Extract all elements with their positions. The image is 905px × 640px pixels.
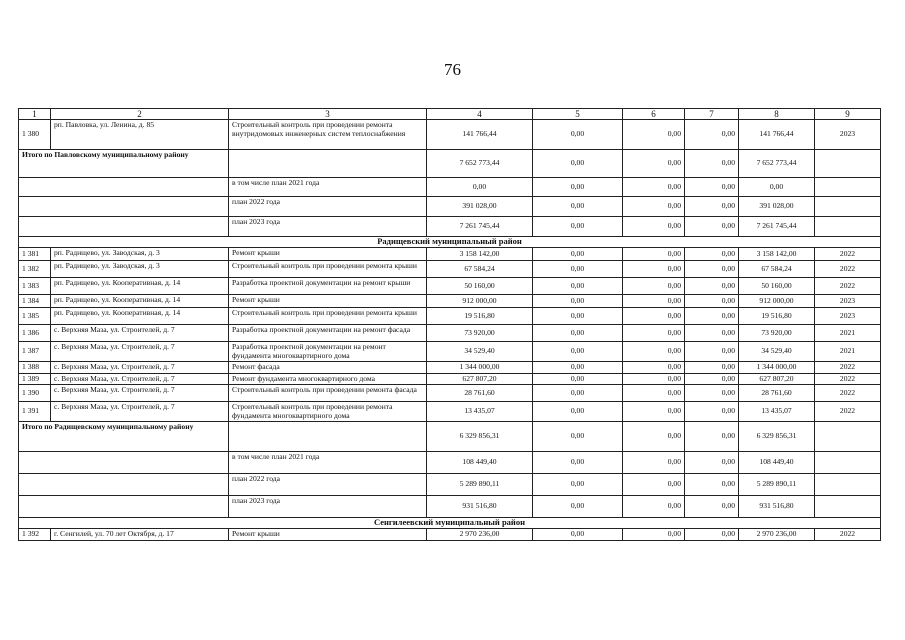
value-cell: 0,00	[623, 295, 685, 308]
address-cell: рп. Радищево, ул. Заводская, д. 3	[51, 261, 229, 278]
value-cell: 7 652 773,44	[427, 150, 533, 178]
table-row	[19, 295, 881, 308]
year-cell: 2022	[815, 362, 881, 374]
table-row	[19, 385, 881, 402]
value-cell: 0,00	[623, 120, 685, 150]
row-number: 1 390	[19, 385, 51, 402]
row-number: 1 380	[19, 120, 51, 150]
work-type-cell: Строительный контроль при проведении ремонта крыши	[229, 261, 427, 278]
table-row	[19, 362, 881, 374]
value-cell: 141 766,44	[427, 120, 533, 150]
header-row	[19, 109, 881, 120]
table-row	[19, 261, 881, 278]
year-cell: 2023	[815, 120, 881, 150]
empty-cell	[815, 474, 881, 496]
header-cell: 9	[815, 109, 881, 120]
value-cell: 34 529,40	[739, 342, 815, 362]
row-number: 1 381	[19, 248, 51, 261]
value-cell: 1 344 000,00	[739, 362, 815, 374]
empty-cell	[815, 452, 881, 474]
value-cell: 0,00	[623, 496, 685, 518]
value-cell: 2 970 236,00	[427, 529, 533, 541]
year-cell: 2021	[815, 325, 881, 342]
value-cell: 5 289 890,11	[427, 474, 533, 496]
row-number: 1 388	[19, 362, 51, 374]
value-cell: 5 289 890,11	[739, 474, 815, 496]
value-cell: 0,00	[533, 217, 623, 237]
value-cell: 0,00	[533, 150, 623, 178]
value-cell: 0,00	[533, 362, 623, 374]
value-cell: 0,00	[533, 342, 623, 362]
value-cell: 13 435,07	[739, 402, 815, 422]
value-cell: 0,00	[685, 325, 739, 342]
row-number: 1 391	[19, 402, 51, 422]
value-cell: 0,00	[685, 402, 739, 422]
value-cell: 50 160,00	[427, 278, 533, 295]
value-cell: 108 449,40	[739, 452, 815, 474]
section-title: Радищевский муниципальный район	[19, 237, 881, 248]
value-cell: 0,00	[685, 150, 739, 178]
value-cell: 0,00	[623, 422, 685, 452]
radish-rows	[19, 248, 881, 422]
value-cell: 0,00	[685, 373, 739, 385]
value-cell: 0,00	[533, 120, 623, 150]
work-type-cell: Строительный контроль при проведении ремонта крыши	[229, 308, 427, 325]
table-row	[19, 120, 881, 150]
value-cell: 34 529,40	[427, 342, 533, 362]
value-cell: 73 920,00	[739, 325, 815, 342]
value-cell: 0,00	[623, 217, 685, 237]
total-row	[19, 150, 881, 178]
empty-cell	[229, 422, 427, 452]
value-cell: 0,00	[533, 452, 623, 474]
value-cell: 912 000,00	[739, 295, 815, 308]
value-cell: 0,00	[533, 402, 623, 422]
address-cell: с. Верхняя Маза, ул. Строителей, д. 7	[51, 362, 229, 374]
work-type-cell: Ремонт крыши	[229, 248, 427, 261]
year-cell: 2022	[815, 373, 881, 385]
empty-cell	[815, 197, 881, 217]
value-cell: 0,00	[533, 422, 623, 452]
value-cell: 0,00	[685, 217, 739, 237]
value-cell: 0,00	[533, 248, 623, 261]
address-cell: рп. Павловка, ул. Ленина, д. 85	[51, 120, 229, 150]
address-cell: с. Верхняя Маза, ул. Строителей, д. 7	[51, 373, 229, 385]
work-type-cell: Строительный контроль при проведении ремонта внутридомовых инженерных систем теплоснабжения	[229, 120, 427, 150]
value-cell: 19 516,80	[427, 308, 533, 325]
value-cell: 912 000,00	[427, 295, 533, 308]
value-cell: 3 158 142,00	[739, 248, 815, 261]
address-cell: с. Верхняя Маза, ул. Строителей, д. 7	[51, 325, 229, 342]
plan-label: план 2023 года	[229, 496, 427, 518]
work-type-cell: Ремонт крыши	[229, 295, 427, 308]
work-type-cell: Ремонт фасада	[229, 362, 427, 374]
work-type-cell: Разработка проектной документации на ремонт фасада	[229, 325, 427, 342]
empty-cell	[19, 178, 229, 197]
address-cell: рп. Радищево, ул. Кооперативная, д. 14	[51, 308, 229, 325]
value-cell: 0,00	[623, 261, 685, 278]
header-cell: 8	[739, 109, 815, 120]
empty-cell	[19, 217, 229, 237]
plan-row	[19, 452, 881, 474]
value-cell: 0,00	[685, 248, 739, 261]
plan-row	[19, 496, 881, 518]
value-cell: 6 329 856,31	[427, 422, 533, 452]
value-cell: 0,00	[685, 452, 739, 474]
value-cell: 0,00	[623, 402, 685, 422]
year-cell: 2022	[815, 402, 881, 422]
value-cell: 0,00	[623, 529, 685, 541]
plan-row	[19, 474, 881, 496]
address-cell: с. Верхняя Маза, ул. Строителей, д. 7	[51, 402, 229, 422]
row-number: 1 384	[19, 295, 51, 308]
value-cell: 0,00	[623, 278, 685, 295]
value-cell: 0,00	[623, 362, 685, 374]
value-cell: 0,00	[685, 422, 739, 452]
work-type-cell: Ремонт крыши	[229, 529, 427, 541]
header-cell: 5	[533, 109, 623, 120]
address-cell: г. Сенгилей, ул. 70 лет Октября, д. 17	[51, 529, 229, 541]
value-cell: 0,00	[623, 474, 685, 496]
header-cell: 2	[51, 109, 229, 120]
empty-cell	[815, 150, 881, 178]
work-type-cell: Разработка проектной документации на ремонт фундамента многоквартирного дома	[229, 342, 427, 362]
year-cell: 2022	[815, 278, 881, 295]
plan-row	[19, 197, 881, 217]
year-cell: 2022	[815, 248, 881, 261]
row-number: 1 387	[19, 342, 51, 362]
value-cell: 3 158 142,00	[427, 248, 533, 261]
year-cell: 2023	[815, 308, 881, 325]
address-cell: рп. Радищево, ул. Заводская, д. 3	[51, 248, 229, 261]
value-cell: 0,00	[685, 308, 739, 325]
value-cell: 28 761,60	[427, 385, 533, 402]
value-cell: 0,00	[533, 474, 623, 496]
value-cell: 19 516,80	[739, 308, 815, 325]
page-number: 76	[444, 60, 461, 79]
value-cell: 391 028,00	[739, 197, 815, 217]
value-cell: 0,00	[623, 150, 685, 178]
empty-cell	[815, 496, 881, 518]
address-cell: рп. Радищево, ул. Кооперативная, д. 14	[51, 278, 229, 295]
table-body	[19, 109, 881, 248]
value-cell: 391 028,00	[427, 197, 533, 217]
table-row	[19, 373, 881, 385]
value-cell: 2 970 236,00	[739, 529, 815, 541]
value-cell: 0,00	[533, 178, 623, 197]
header-cell: 1	[19, 109, 51, 120]
value-cell: 0,00	[685, 474, 739, 496]
work-type-cell: Строительный контроль при проведении ремонта фасада	[229, 385, 427, 402]
value-cell: 28 761,60	[739, 385, 815, 402]
table-body-tail	[19, 422, 881, 541]
value-cell: 627 807,20	[427, 373, 533, 385]
value-cell: 0,00	[685, 362, 739, 374]
empty-cell	[229, 150, 427, 178]
row-number: 1 386	[19, 325, 51, 342]
total-label: Итого по Павловскому муниципальному району	[19, 150, 229, 178]
value-cell: 67 584,24	[427, 261, 533, 278]
empty-cell	[815, 178, 881, 197]
value-cell: 73 920,00	[427, 325, 533, 342]
value-cell: 0,00	[623, 373, 685, 385]
year-cell: 2022	[815, 529, 881, 541]
empty-cell	[815, 217, 881, 237]
value-cell: 0,00	[623, 325, 685, 342]
work-type-cell: Ремонт фундамента многоквартирного дома	[229, 373, 427, 385]
total-row	[19, 422, 881, 452]
value-cell: 0,00	[533, 529, 623, 541]
value-cell: 627 807,20	[739, 373, 815, 385]
year-cell: 2023	[815, 295, 881, 308]
plan-label: в том числе план 2021 года	[229, 452, 427, 474]
value-cell: 931 516,80	[739, 496, 815, 518]
table-row	[19, 325, 881, 342]
value-cell: 0,00	[623, 342, 685, 362]
value-cell: 0,00	[427, 178, 533, 197]
table-row	[19, 529, 881, 541]
table-row	[19, 342, 881, 362]
value-cell: 0,00	[685, 178, 739, 197]
value-cell: 0,00	[533, 278, 623, 295]
value-cell: 6 329 856,31	[739, 422, 815, 452]
value-cell: 0,00	[533, 308, 623, 325]
value-cell: 0,00	[533, 325, 623, 342]
value-cell: 108 449,40	[427, 452, 533, 474]
table-row	[19, 402, 881, 422]
value-cell: 0,00	[623, 178, 685, 197]
plan-label: в том числе план 2021 года	[229, 178, 427, 197]
value-cell: 13 435,07	[427, 402, 533, 422]
value-cell: 7 261 745,44	[739, 217, 815, 237]
value-cell: 931 516,80	[427, 496, 533, 518]
value-cell: 0,00	[685, 261, 739, 278]
row-number: 1 389	[19, 373, 51, 385]
value-cell: 0,00	[623, 452, 685, 474]
value-cell: 0,00	[623, 308, 685, 325]
value-cell: 0,00	[623, 197, 685, 217]
section-row	[19, 237, 881, 248]
value-cell: 0,00	[533, 197, 623, 217]
empty-cell	[19, 452, 229, 474]
empty-cell	[19, 474, 229, 496]
value-cell: 0,00	[533, 261, 623, 278]
value-cell: 0,00	[623, 248, 685, 261]
address-cell: рп. Радищево, ул. Кооперативная, д. 14	[51, 295, 229, 308]
value-cell: 50 160,00	[739, 278, 815, 295]
row-number: 1 382	[19, 261, 51, 278]
value-cell: 0,00	[533, 295, 623, 308]
value-cell: 0,00	[685, 120, 739, 150]
section-title: Сенгилеевский муниципальный район	[19, 518, 881, 529]
value-cell: 0,00	[533, 373, 623, 385]
year-cell: 2021	[815, 342, 881, 362]
work-type-cell: Строительный контроль при проведении ремонта фундамента многоквартирного дома	[229, 402, 427, 422]
total-label: Итого по Радищевскому муниципальному району	[19, 422, 229, 452]
value-cell: 0,00	[685, 295, 739, 308]
plan-label: план 2023 года	[229, 217, 427, 237]
plan-row	[19, 217, 881, 237]
value-cell: 1 344 000,00	[427, 362, 533, 374]
value-cell: 0,00	[685, 278, 739, 295]
value-cell: 0,00	[533, 496, 623, 518]
value-cell: 141 766,44	[739, 120, 815, 150]
value-cell: 0,00	[685, 197, 739, 217]
header-cell: 6	[623, 109, 685, 120]
address-cell: с. Верхняя Маза, ул. Строителей, д. 7	[51, 342, 229, 362]
row-number: 1 385	[19, 308, 51, 325]
table-row	[19, 248, 881, 261]
empty-cell	[815, 422, 881, 452]
section-row	[19, 518, 881, 529]
value-cell: 0,00	[685, 529, 739, 541]
year-cell: 2022	[815, 385, 881, 402]
address-cell: с. Верхняя Маза, ул. Строителей, д. 7	[51, 385, 229, 402]
value-cell: 0,00	[533, 385, 623, 402]
work-type-cell: Разработка проектной документации на ремонт крыши	[229, 278, 427, 295]
plan-label: план 2022 года	[229, 474, 427, 496]
table-row	[19, 278, 881, 295]
value-cell: 0,00	[685, 496, 739, 518]
empty-cell	[19, 197, 229, 217]
value-cell: 0,00	[685, 342, 739, 362]
header-cell: 3	[229, 109, 427, 120]
year-cell: 2022	[815, 261, 881, 278]
header-cell: 4	[427, 109, 533, 120]
row-number: 1 392	[19, 529, 51, 541]
row-number: 1 383	[19, 278, 51, 295]
value-cell: 67 584,24	[739, 261, 815, 278]
value-cell: 0,00	[739, 178, 815, 197]
header-cell: 7	[685, 109, 739, 120]
plan-row	[19, 178, 881, 197]
capital-repair-table	[18, 108, 881, 541]
empty-cell	[19, 496, 229, 518]
value-cell: 7 652 773,44	[739, 150, 815, 178]
table-row	[19, 308, 881, 325]
value-cell: 0,00	[685, 385, 739, 402]
plan-label: план 2022 года	[229, 197, 427, 217]
value-cell: 0,00	[623, 385, 685, 402]
value-cell: 7 261 745,44	[427, 217, 533, 237]
